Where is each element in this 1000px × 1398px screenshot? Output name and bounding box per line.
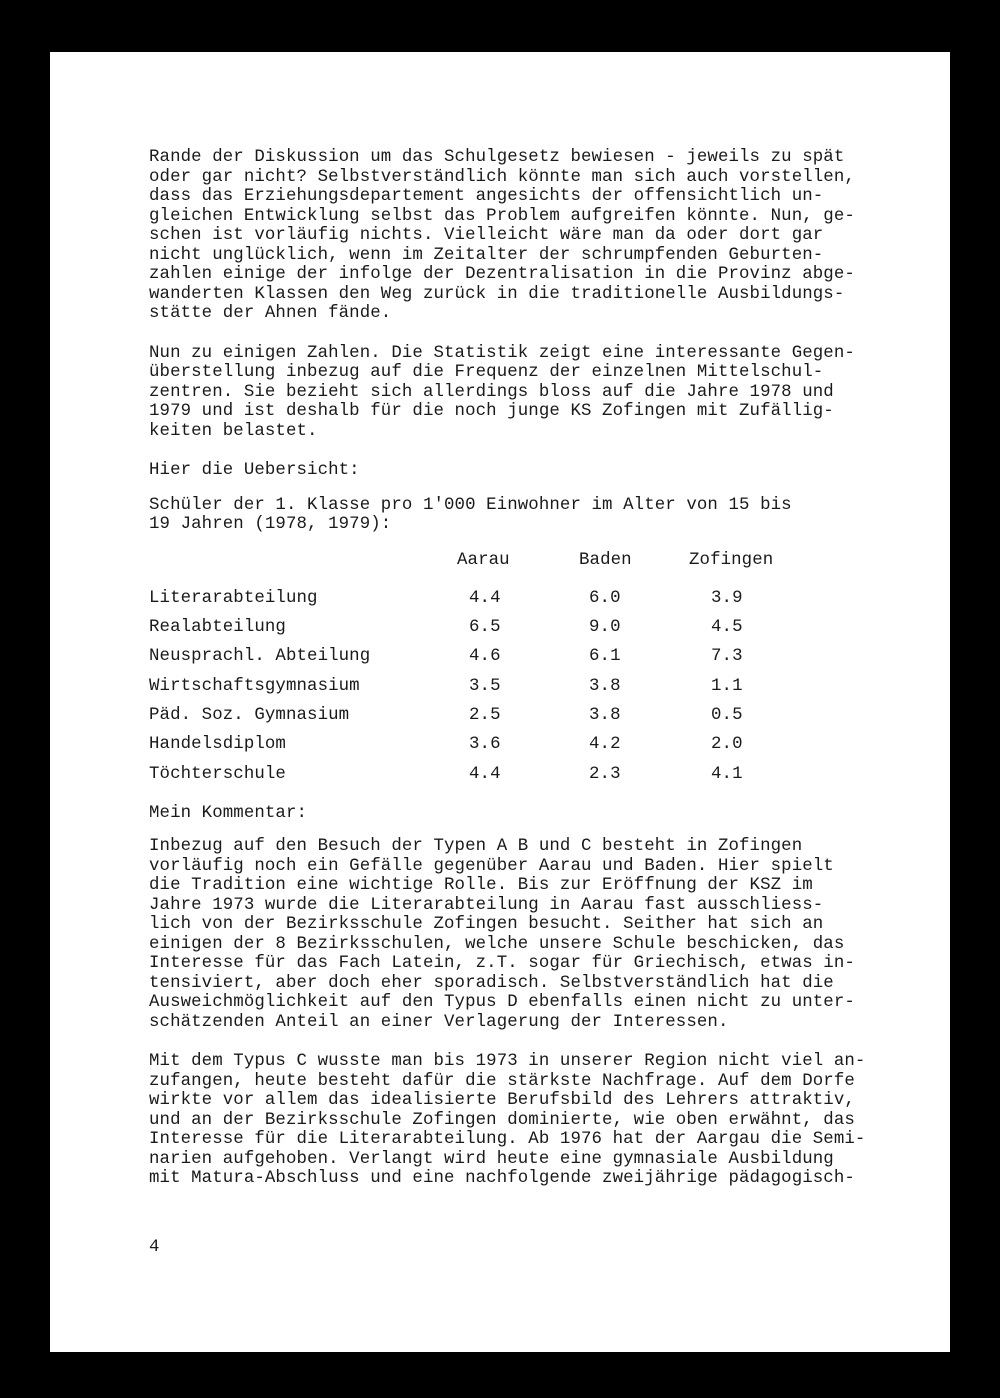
table-row	[149, 618, 909, 647]
text-line: schätzenden Anteil an einer Verlagerung der Interessen.	[149, 1012, 729, 1032]
comment-label: Mein Kommentar:	[149, 803, 308, 823]
row-label: Töchterschule	[149, 764, 286, 784]
row-label: Literarabteilung	[149, 588, 318, 608]
text-line: mit Matura-Abschluss und eine nachfolgende zweijährige pädagogisch-	[149, 1169, 855, 1189]
value-aarau: 6.5	[469, 618, 501, 638]
text-line: einigen der 8 Bezirksschulen, welche unsere Schule beschicken, das	[149, 934, 845, 954]
text-line: 1979 und ist deshalb für die noch junge KS Zofingen mit Zufällig-	[149, 402, 834, 421]
text-line: wirkte vor allem das idealisierte Berufsbild des Lehrers attraktiv,	[149, 1091, 855, 1111]
text-line: Ausweichmöglichkeit auf den Typus D ebenfalls einen nicht zu unter-	[149, 993, 855, 1013]
table-row	[149, 589, 909, 618]
text-line: narien aufgehoben. Verlangt wird heute eine gymnasiale Ausbildung	[149, 1149, 834, 1169]
overview-label: Hier die Uebersicht:	[149, 461, 360, 480]
text-line: die Tradition eine wichtige Rolle. Bis zur Eröffnung der KSZ im	[149, 876, 813, 896]
value-zofingen: 0.5	[711, 705, 743, 725]
text-line: zentren. Sie bezieht sich allerdings bloss auf die Jahre 1978 und	[149, 382, 834, 402]
paragraph-4	[149, 1052, 909, 1189]
value-zofingen: 1.1	[711, 676, 743, 696]
value-baden: 6.1	[589, 647, 621, 667]
value-zofingen: 2.0	[711, 735, 743, 755]
text-line: schen ist vorläufig nichts. Vielleicht wäre man da oder dort gar	[149, 226, 824, 245]
value-zofingen: 7.3	[711, 647, 743, 667]
table-row	[149, 677, 909, 706]
column-header-zofingen: Zofingen	[689, 550, 774, 570]
text-line: zahlen einige der infolge der Dezentralisation in die Provinz abge-	[149, 265, 855, 284]
row-label: Realabteilung	[149, 618, 286, 638]
row-label: Päd. Soz. Gymnasium	[149, 705, 350, 725]
table-row	[149, 647, 909, 676]
value-baden: 9.0	[589, 618, 621, 638]
text-line: Schüler der 1. Klasse pro 1'000 Einwohner im Alter von 15 bis	[149, 495, 792, 515]
paragraph-3	[149, 837, 909, 1032]
text-line: wanderten Klassen den Weg zurück in die traditionelle Ausbildungs-	[149, 284, 845, 304]
value-baden: 6.0	[589, 588, 621, 608]
table-row	[149, 765, 909, 794]
text-line: 19 Jahren (1978, 1979):	[149, 515, 392, 534]
text-line: tensiviert, aber doch eher sporadisch. Selbstverständlich hat die	[149, 973, 834, 993]
text-line: Nun zu einigen Zahlen. Die Statistik zeigt eine interessante Gegen-	[149, 343, 855, 363]
row-label: Neusprachl. Abteilung	[149, 647, 371, 667]
text-line: lich von der Bezirksschule Zofingen besucht. Seither hat sich an	[149, 915, 824, 935]
comment-label-block	[149, 804, 909, 824]
value-aarau: 3.5	[469, 676, 501, 696]
value-baden: 3.8	[589, 705, 621, 725]
value-zofingen: 4.1	[711, 764, 743, 784]
text-line: vorläufig noch ein Gefälle gegenüber Aarau und Baden. Hier spielt	[149, 856, 834, 876]
row-label: Wirtschaftsgymnasium	[149, 676, 360, 696]
row-label: Handelsdiplom	[149, 735, 286, 755]
value-aarau: 4.6	[469, 647, 501, 667]
text-line: und an der Bezirksschule Zofingen dominierte, wie oben erwähnt, das	[149, 1110, 855, 1130]
table-row	[149, 735, 909, 764]
table-caption	[149, 496, 909, 535]
value-baden: 4.2	[589, 735, 621, 755]
column-header-aarau: Aarau	[457, 550, 510, 570]
text-line: gleichen Entwicklung selbst das Problem aufgreifen könnte. Nun, ge-	[149, 206, 855, 226]
value-aarau: 3.6	[469, 735, 501, 755]
text-line: keiten belastet.	[149, 421, 318, 441]
value-aarau: 4.4	[469, 764, 501, 784]
text-line: überstellung inbezug auf die Frequenz der einzelnen Mittelschul-	[149, 363, 824, 382]
text-line: stätte der Ahnen fände.	[149, 304, 392, 323]
text-line: dass das Erziehungsdepartement angesichts der offensichtlich un-	[149, 187, 824, 206]
value-aarau: 4.4	[469, 588, 501, 608]
value-baden: 3.8	[589, 676, 621, 696]
overview-label-block	[149, 461, 909, 481]
text-line: Inbezug auf den Besuch der Typen A B und C besteht in Zofingen	[149, 837, 803, 857]
page-number: 4	[149, 1238, 160, 1257]
page-content	[149, 148, 909, 1209]
text-line: Jahre 1973 wurde die Literarabteilung in Aarau fast ausschliess-	[149, 895, 824, 915]
value-baden: 2.3	[589, 764, 621, 784]
column-header-baden: Baden	[579, 550, 632, 570]
value-zofingen: 3.9	[711, 588, 743, 608]
text-line: Mit dem Typus C wusste man bis 1973 in unserer Region nicht viel an-	[149, 1052, 866, 1072]
table-header-row	[149, 551, 909, 580]
text-line: Rande der Diskussion um das Schulgesetz bewiesen - jeweils zu spät	[149, 148, 845, 167]
statistics-table	[149, 551, 909, 794]
table-row	[149, 706, 909, 735]
text-line: Interesse für die Literarabteilung. Ab 1976 hat der Aargau die Semi-	[149, 1130, 866, 1150]
paragraph-2	[149, 344, 909, 442]
text-line: zufangen, heute besteht dafür die stärkste Nachfrage. Auf dem Dorfe	[149, 1071, 855, 1091]
value-zofingen: 4.5	[711, 618, 743, 638]
text-line: oder gar nicht? Selbstverständlich könnte man sich auch vorstellen,	[149, 167, 855, 187]
value-aarau: 2.5	[469, 705, 501, 725]
paragraph-1	[149, 148, 909, 324]
text-line: Interesse für das Fach Latein, z.T. sogar für Griechisch, etwas in-	[149, 954, 855, 974]
text-line: nicht unglücklich, wenn im Zeitalter der schrumpfenden Geburten-	[149, 245, 824, 265]
document-page	[50, 52, 950, 1352]
